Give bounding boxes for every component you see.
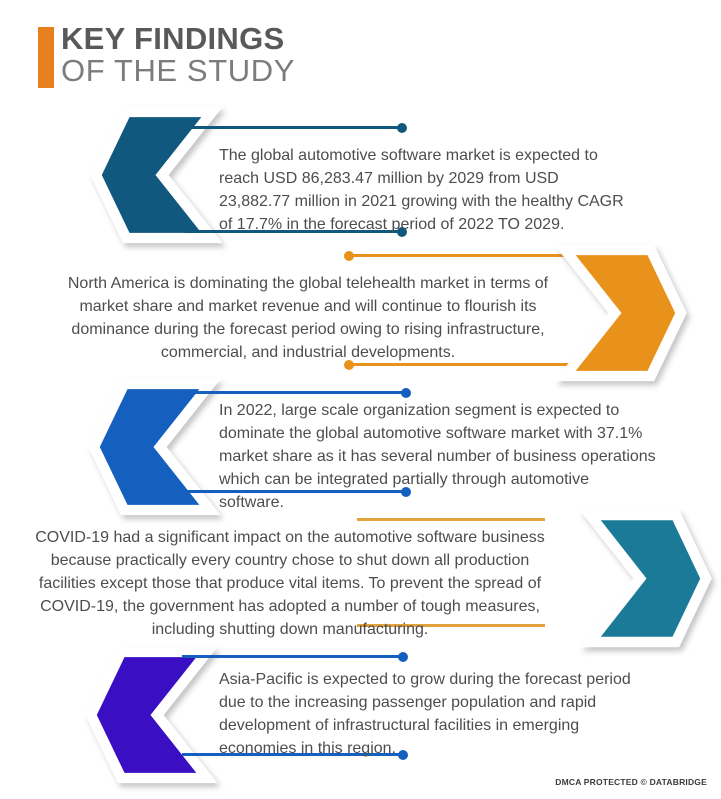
connector-dot — [401, 388, 411, 398]
header-accent-bar — [38, 27, 54, 88]
chevron-left-icon — [96, 112, 212, 238]
page-title-line1: KEY FINDINGS — [61, 21, 285, 56]
connector-dot — [344, 251, 354, 261]
finding-5-text: Asia-Pacific is expected to grow during the forecast period due to the increasing passenger population and rapid development of infrastructural facilities in emerging economies in this region. — [219, 671, 631, 757]
connector-dot — [397, 123, 407, 133]
finding-2-text: North America is dominating the global telehealth market in terms of market share and market revenue and will continue to flourish its dominance during the forecast period owing to rising infrastructure, commercial, and industrial developments. — [67, 275, 549, 361]
finding-5-top-connector — [182, 655, 402, 658]
chevron-right-icon — [565, 250, 681, 376]
finding-3-top-connector — [185, 391, 405, 394]
page-title-line2: OF THE STUDY — [61, 53, 295, 88]
finding-1-text: The global automotive software market is expected to reach USD 86,283.47 million by 2029 from USD 23,882.77 million in 2021 growing with the healthy CAGR of 17.7% in the forecast period of 2022 TO 2029. — [219, 147, 624, 233]
finding-4-text: COVID-19 had a significant impact on the automotive software business because practically every country chose to shut down all production facilities except those that produce vital items. To prevent the spread of COVID-19, the government has adopted a number of tough measures, including shutting down manufacturing. — [35, 529, 545, 638]
page-title — [61, 23, 295, 87]
finding-4-top-connector — [357, 518, 545, 521]
finding-1-top-connector — [185, 126, 401, 129]
finding-3-text: In 2022, large scale organization segment is expected to dominate the global automotive software market with 37.1% market share as it has several number of business operations which can be integrated partially through automotive software. — [219, 402, 656, 511]
chevron-left-icon — [91, 652, 207, 778]
connector-dot — [398, 652, 408, 662]
dmca-protection-notice: DMCA PROTECTED © DATABRIDGE — [555, 777, 707, 787]
chevron-right-icon — [590, 515, 706, 642]
